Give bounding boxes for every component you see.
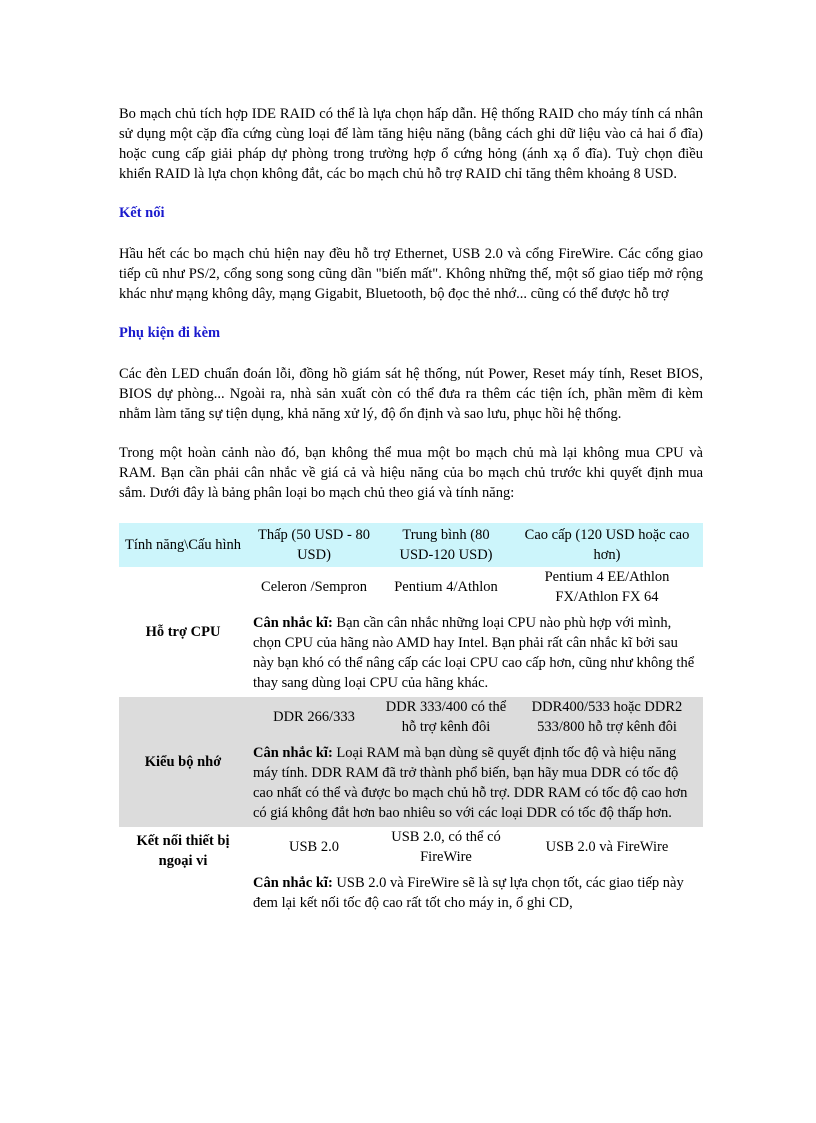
heading-ket-noi: Kết nối (119, 205, 165, 221)
row-label-usb: Kết nối thiết bị ngoại vi (136, 833, 230, 869)
ram-note-label: Cân nhắc kĩ: (253, 745, 333, 761)
raid-paragraph: Bo mạch chủ tích hợp IDE RAID có thể là lựa chọn hấp dẫn. Hệ thống RAID cho máy tính cá nhân sử dụng một cặp đĩa cứng cùng loại để làm tăng hiệu năng (bằng cách ghi dữ liệu vào cả hai ổ đĩa) hoặc cung cấp giải pháp dự phòng trong trường hợp ổ cứng hỏng (ánh xạ ổ đĩa). Tuỳ chọn điều khiển RAID là lựa chọn không đắt, các bo mạch chủ hỗ trợ RAID chỉ tăng thêm khoảng 8 USD. (119, 106, 703, 182)
buying-paragraph: Trong một hoàn cảnh nào đó, bạn không thể mua một bo mạch chủ mà lại không mua CPU và RAM. Bạn cần phải cân nhắc về giá cả và hiệu năng của bo mạch chủ trước khi quyết định mua sắm. Dưới đây là bảng phân loại bo mạch chủ theo giá và tính năng: (119, 445, 703, 501)
header-low: Thấp (50 USD - 80 USD) (247, 523, 381, 567)
row-label-cpu: Hỗ trợ CPU (145, 624, 221, 640)
motherboard-comparison-table (119, 523, 703, 917)
table-header-row (119, 523, 703, 567)
ram-mid: DDR 333/400 có thể hỗ trợ kênh đôi (381, 697, 511, 737)
cpu-low: Celeron /Sempron (261, 579, 367, 595)
ram-high: DDR400/533 hoặc DDR2 533/800 hỗ trợ kênh đôi (511, 697, 703, 737)
row-label-ram: Kiểu bộ nhớ (119, 697, 247, 827)
header-feature: Tính năng\Cấu hình (119, 523, 247, 567)
document-page (119, 104, 703, 917)
ram-note-text: Loại RAM mà bạn dùng sẽ quyết định tốc độ và hiệu năng máy tính. DDR RAM đã trở thành phổ biến, bạn hãy mua DDR có tốc độ cao nhất có thể và được bo mạch chủ hỗ trợ. DDR RAM có tốc độ cao hơn có giá không đắt hơn bao nhiêu so với các loại DDR có tốc độ thấp hơn. (253, 745, 688, 821)
ram-low: DDR 266/333 (247, 697, 381, 737)
table-row-usb (119, 827, 703, 867)
table-row-cpu (119, 567, 703, 607)
header-high: Cao cấp (120 USD hoặc cao hơn) (511, 523, 703, 567)
usb-mid: USB 2.0, có thể có FireWire (391, 829, 501, 865)
cpu-note (247, 607, 703, 697)
ram-note (247, 737, 703, 827)
cpu-note-text: Bạn cần cân nhắc những loại CPU nào phù hợp với mình, chọn CPU của hãng nào AMD hay Intel. Bạn phải rất cân nhắc kĩ bởi sau này bạn khó có thể nâng cấp các loại CPU cao cấp hơn, cũng như không thể thay sang dùng loại CPU của hãng khác. (253, 615, 695, 691)
connectivity-paragraph: Hầu hết các bo mạch chủ hiện nay đều hỗ trợ Ethernet, USB 2.0 và cổng FireWire. Các cổng giao tiếp cũ như PS/2, cổng song song cũng dần "biến mất". Không những thế, một số giao tiếp mở rộng khác như mạng không dây, mạng Gigabit, Bluetooth, bộ đọc thẻ nhớ... cũng có thể được hỗ trợ (119, 246, 703, 302)
cpu-mid: Pentium 4/Athlon (394, 579, 498, 595)
usb-low: USB 2.0 (289, 839, 339, 855)
usb-note-text: USB 2.0 và FireWire sẽ là sự lựa chọn tốt, các giao tiếp này đem lại kết nối tốc độ cao rất tốt cho máy in, ổ ghi CD, (253, 875, 684, 911)
usb-note-label: Cân nhắc kĩ: (253, 875, 333, 891)
table-row-ram (119, 697, 703, 737)
header-mid: Trung bình (80 USD-120 USD) (381, 523, 511, 567)
accessories-paragraph: Các đèn LED chuẩn đoán lỗi, đồng hồ giám sát hệ thống, nút Power, Reset máy tính, Reset BIOS, BIOS dự phòng... Ngoài ra, nhà sản xuất còn có thể đưa ra thêm các tiện ích, phần mềm đi kèm nhằm làm tăng sự tiện dụng, khả năng xử lý, độ ổn định và sao lưu, phục hồi hệ thống. (119, 366, 703, 422)
usb-high: USB 2.0 và FireWire (545, 839, 669, 855)
cpu-high: Pentium 4 EE/Athlon FX/Athlon FX 64 (544, 569, 670, 605)
usb-note (247, 867, 703, 917)
cpu-note-label: Cân nhắc kĩ: (253, 615, 333, 631)
heading-phu-kien: Phụ kiện đi kèm (119, 325, 221, 341)
